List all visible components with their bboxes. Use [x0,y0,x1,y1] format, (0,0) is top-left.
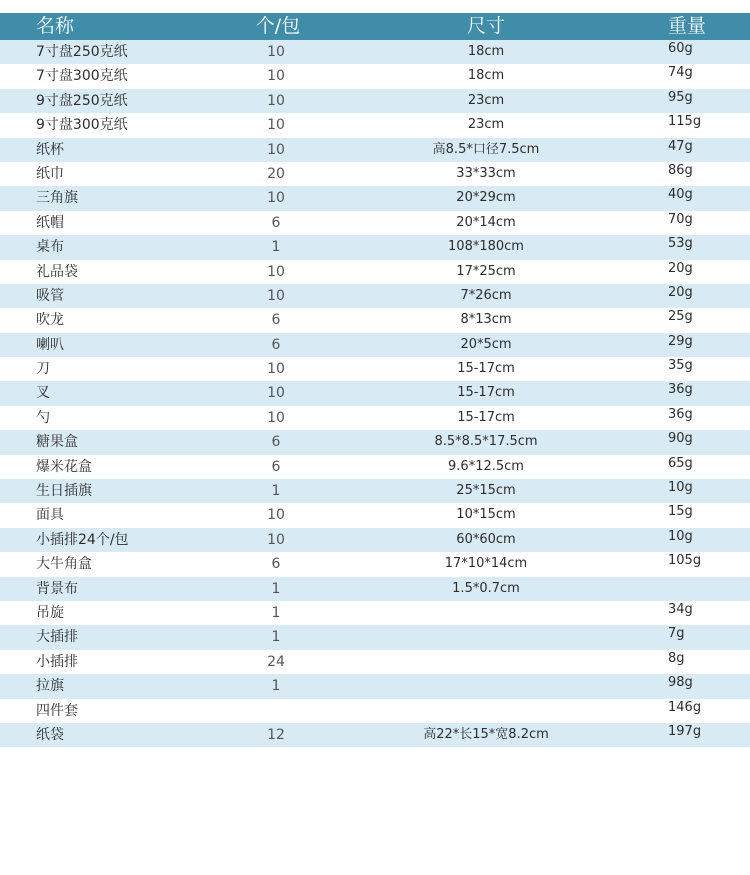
cell-per-pack: 1 [271,239,281,256]
table-row [0,699,750,723]
cell-weight: 105g [668,553,702,569]
cell-size: 20*14cm [456,214,516,230]
cell-weight: 36g [668,406,693,422]
cell-per-pack: 10 [267,361,285,378]
cell-size: 23cm [467,92,505,108]
table-row [0,650,750,674]
cell-size: 17*25cm [456,263,516,279]
cell-per-pack: 6 [271,312,281,329]
cell-name: 爆米花盒 [36,458,92,475]
cell-size: 60*60cm [456,531,516,547]
cell-name: 面具 [36,507,64,524]
cell-per-pack: 10 [267,117,285,134]
table-row [0,479,750,503]
cell-per-pack: 1 [271,483,281,500]
cell-weight: 7g [668,626,685,642]
cell-weight: 146g [668,699,702,715]
cell-name: 刀 [36,361,50,378]
cell-per-pack: 10 [267,385,285,402]
cell-weight: 40g [668,187,693,203]
cell-size: 高8.5*口径7.5cm [432,141,540,157]
table-row [0,503,750,527]
cell-size: 20*5cm [460,336,512,352]
cell-name: 纸袋 [36,726,64,743]
cell-per-pack: 10 [267,68,285,85]
cell-per-pack: 10 [267,263,285,280]
table-row [0,406,750,430]
cell-per-pack: 10 [267,92,285,109]
table-row [0,601,750,625]
cell-weight: 60g [668,41,693,56]
cell-weight: 47g [668,138,693,154]
cell-name: 叉 [36,385,50,402]
cell-name: 吊旋 [36,604,64,621]
table-row [0,138,750,162]
cell-weight: 15g [668,504,693,520]
table-row [0,40,750,64]
cell-per-pack: 10 [267,44,285,60]
table-row [0,455,750,479]
table-row [0,162,750,186]
table-body [0,40,750,747]
table-row [0,552,750,576]
cell-weight: 10g [668,528,693,544]
table-row [0,674,750,698]
cell-per-pack: 6 [271,556,281,573]
cell-per-pack: 6 [271,214,281,231]
cell-size: 108*180cm [448,239,524,255]
cell-per-pack: 10 [267,531,285,548]
cell-per-pack: 10 [267,287,285,304]
cell-size: 25*15cm [456,483,516,499]
cell-name: 7寸盘250克纸 [36,44,128,60]
cell-per-pack: 1 [271,629,281,646]
table-row [0,211,750,235]
cell-name: 9寸盘300克纸 [36,117,128,134]
table-row [0,357,750,381]
cell-size: 8.5*8.5*17.5cm [434,434,538,450]
table-row [0,381,750,405]
cell-weight: 8g [668,650,685,666]
cell-name: 小插排24个/包 [36,531,129,548]
table-header [0,13,750,40]
cell-weight: 65g [668,455,693,471]
cell-size: 7*26cm [460,287,512,303]
cell-weight: 86g [668,162,693,178]
cell-per-pack: 20 [267,165,285,182]
cell-size: 20*29cm [456,190,516,206]
cell-size: 15-17cm [457,385,515,401]
cell-weight: 29g [668,333,693,349]
table-row [0,430,750,454]
cell-per-pack: 6 [271,434,281,451]
cell-size: 17*10*14cm [444,556,528,572]
table-row [0,260,750,284]
cell-per-pack: 10 [267,409,285,426]
cell-size: 10*15cm [456,507,516,523]
header-size: 尺寸 [466,15,506,37]
cell-name: 纸巾 [36,165,64,182]
product-spec-table [0,13,750,747]
cell-weight: 10g [668,480,693,496]
cell-weight: 34g [668,601,693,617]
cell-per-pack: 12 [267,726,285,743]
cell-name: 勺 [36,409,50,426]
header-weight: 重量 [668,15,707,37]
cell-weight: 115g [668,114,702,130]
cell-size: 15-17cm [457,409,515,425]
cell-name: 小插排 [36,653,78,670]
table-row [0,64,750,88]
cell-weight: 53g [668,236,693,252]
table-row [0,89,750,113]
cell-size: 高22*长15*宽8.2cm [423,726,549,742]
table-row [0,333,750,357]
cell-per-pack: 24 [267,653,285,670]
cell-per-pack: 10 [267,141,285,158]
table-row [0,113,750,137]
cell-size: 15-17cm [457,361,515,377]
cell-name: 拉旗 [36,678,64,695]
cell-weight: 74g [668,65,693,81]
table-row [0,186,750,210]
cell-per-pack: 10 [267,507,285,524]
table-row [0,625,750,649]
table-row [0,284,750,308]
table-row [0,577,750,601]
cell-per-pack: 1 [271,604,281,621]
cell-weight: 197g [668,723,702,739]
cell-size: 8*13cm [460,312,512,328]
cell-name: 三角旗 [36,190,78,207]
cell-per-pack: 1 [271,580,281,597]
cell-weight: 70g [668,211,693,227]
cell-per-pack: 10 [267,190,285,207]
cell-name: 大牛角盒 [36,556,92,573]
cell-name: 礼品袋 [36,263,78,280]
cell-name: 纸杯 [36,141,64,158]
cell-name: 9寸盘250克纸 [36,92,128,109]
cell-size: 33*33cm [456,165,516,181]
cell-weight: 25g [668,309,693,325]
cell-name: 吹龙 [36,312,64,329]
table-row [0,723,750,747]
cell-name: 吸管 [36,287,64,304]
cell-weight: 95g [668,89,693,105]
cell-name: 大插排 [36,629,78,646]
cell-per-pack: 6 [271,458,281,475]
header-name: 名称 [36,15,75,37]
header-per-pack: 个/包 [255,15,301,37]
cell-per-pack: 1 [271,678,281,695]
cell-name: 桌布 [36,239,64,256]
cell-size: 18cm [467,44,505,59]
table-row [0,235,750,259]
cell-name: 糖果盒 [36,434,78,451]
cell-weight: 90g [668,431,693,447]
cell-name: 背景布 [36,580,78,597]
cell-name: 喇叭 [36,336,64,353]
cell-size: 18cm [467,68,505,84]
table-row [0,528,750,552]
cell-weight: 98g [668,675,693,691]
table-row [0,308,750,332]
cell-weight: 20g [668,260,693,276]
cell-weight: 20g [668,284,693,300]
cell-per-pack: 6 [271,336,281,353]
cell-weight: 36g [668,382,693,398]
cell-name: 生日插旗 [36,483,92,500]
cell-name: 7寸盘300克纸 [36,68,128,85]
cell-name: 四件套 [36,702,78,719]
cell-size: 23cm [467,117,505,133]
cell-size: 1.5*0.7cm [452,580,520,596]
cell-size: 9.6*12.5cm [448,458,524,474]
cell-name: 纸帽 [36,214,64,231]
cell-weight: 35g [668,358,693,374]
